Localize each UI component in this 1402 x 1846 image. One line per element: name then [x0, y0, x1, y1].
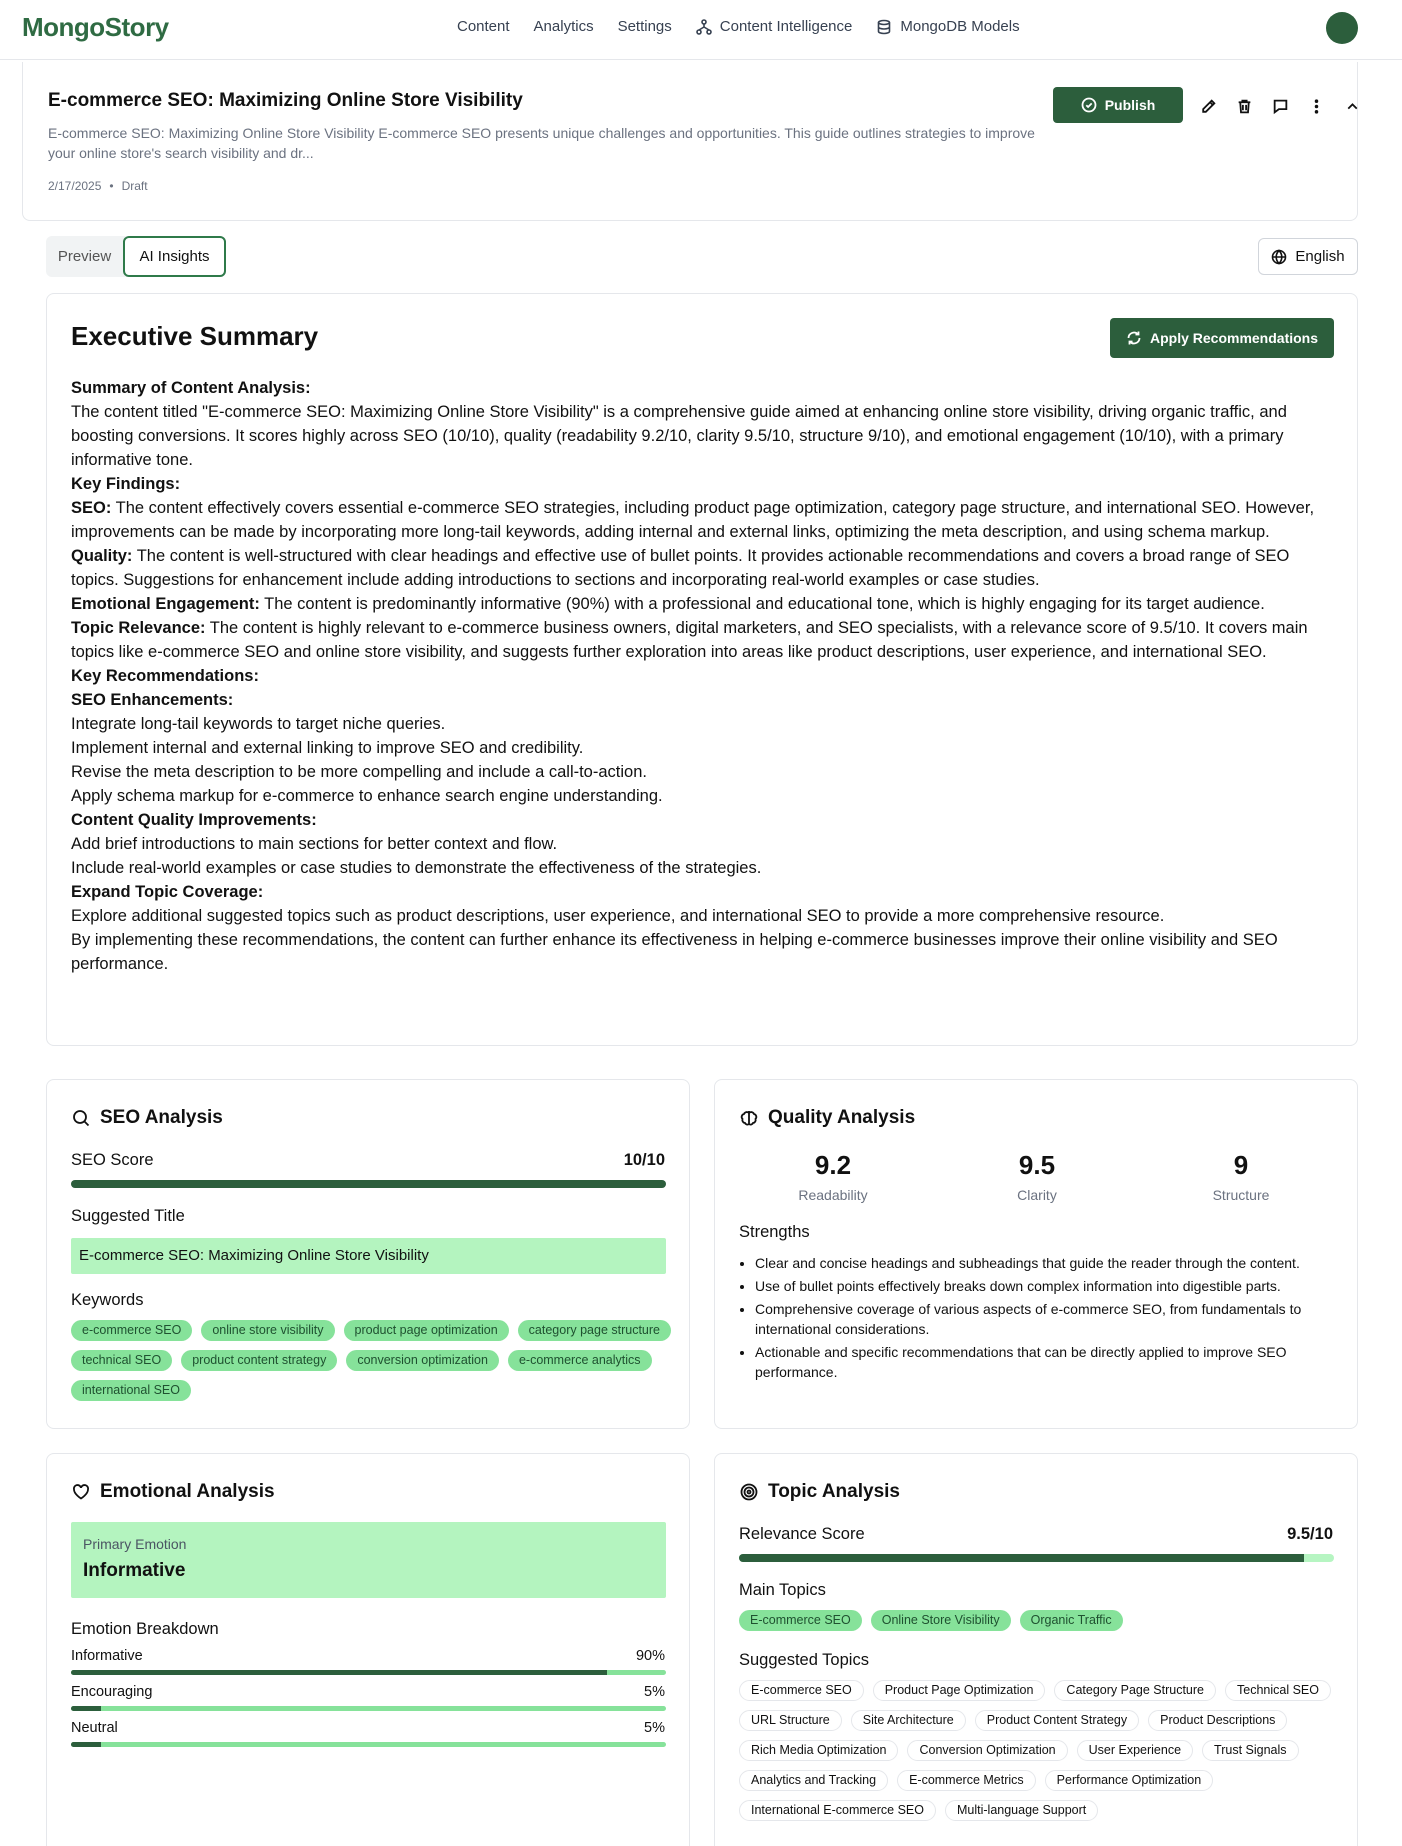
emotion-bar	[71, 1670, 666, 1675]
suggested-topic-chip: Performance Optimization	[1045, 1770, 1214, 1791]
metric-value: 9.5	[1018, 1150, 1056, 1180]
content-meta	[48, 179, 148, 193]
summary-text: The content titled "E-commerce SEO: Maximizing Online Store Visibility" is a comprehensive guide aimed at enhancing online store visibility, driving organic traffic, and boosting conversions. It scores highly across SEO (10/10), quality (readability 9.2/10, clarity 9.5/10, structure 9/10), and emotional engagement (10/10), with a primary informative tone.	[71, 403, 1287, 469]
emotion-bar-fill	[71, 1670, 607, 1675]
quality-analysis-card	[714, 1079, 1358, 1429]
avatar[interactable]	[1326, 12, 1358, 44]
metric-label: Clarity	[1017, 1187, 1057, 1203]
keyword-chip: product content strategy	[181, 1350, 337, 1371]
nav-link-mongodb-models[interactable]	[876, 18, 1019, 35]
nav-link-label: Content Intelligence	[719, 18, 853, 35]
emotion-name: Neutral	[71, 1720, 118, 1736]
check-circle-icon	[1081, 97, 1097, 113]
suggested-topic-chips	[739, 1680, 1339, 1821]
card-title-label: Topic Analysis	[768, 1481, 900, 1502]
expand-topic-heading: Expand Topic Coverage:	[71, 883, 264, 901]
refresh-icon	[1126, 330, 1142, 346]
relevance-score-value: 9.5/10	[1287, 1525, 1333, 1543]
summary-heading: Summary of Content Analysis:	[71, 379, 311, 397]
keyword-chips	[71, 1320, 671, 1401]
main-topic-chips	[739, 1610, 1339, 1631]
finding-label: Topic Relevance:	[71, 619, 206, 637]
globe-icon	[1271, 249, 1287, 265]
tab-ai-insights[interactable]: AI Insights	[123, 236, 226, 277]
finding-emotional	[71, 592, 1339, 616]
emotion-bar	[71, 1742, 666, 1747]
comment-icon[interactable]	[1270, 96, 1290, 116]
main-topic-chip: E-commerce SEO	[739, 1610, 862, 1631]
database-icon	[876, 19, 892, 35]
card-title-label: Emotional Analysis	[100, 1481, 275, 1502]
nav-link-label: MongoDB Models	[900, 18, 1020, 35]
chevron-up-icon[interactable]	[1342, 96, 1362, 116]
suggested-topic-chip: Rich Media Optimization	[739, 1740, 898, 1761]
finding-label: SEO:	[71, 499, 112, 517]
executive-summary-body	[71, 376, 1339, 976]
seo-enhancements-heading: SEO Enhancements:	[71, 691, 234, 709]
quality-analysis-title	[739, 1107, 915, 1129]
primary-emotion-value: Informative	[83, 1560, 186, 1581]
quality-metric-readability	[763, 1150, 903, 1203]
app-logo[interactable]: MongoStory	[22, 12, 169, 42]
tab-preview[interactable]: Preview	[57, 248, 112, 265]
card-title-label: SEO Analysis	[100, 1107, 223, 1128]
card-title-label: Quality Analysis	[768, 1107, 916, 1128]
status-badge: Draft	[121, 179, 148, 193]
executive-summary-card	[46, 293, 1358, 1046]
emotional-analysis-card	[46, 1453, 690, 1846]
meta-separator: •	[109, 179, 114, 193]
publish-button[interactable]	[1053, 87, 1183, 123]
content-quality-heading: Content Quality Improvements:	[71, 811, 317, 829]
recommendation-line: Include real-world examples or case studies to demonstrate the effectiveness of the strategies.	[71, 859, 762, 877]
brain-icon	[739, 1108, 759, 1128]
suggested-topic-chip: Site Architecture	[851, 1710, 966, 1731]
relevance-score-fill	[739, 1554, 1304, 1562]
page-title: E-commerce SEO: Maximizing Online Store Visibility	[48, 90, 523, 111]
relevance-score-label: Relevance Score	[739, 1525, 865, 1543]
edit-icon[interactable]	[1198, 96, 1218, 116]
metric-value: 9	[1233, 1150, 1249, 1180]
nav-links	[457, 18, 1020, 35]
suggested-topic-chip: Product Descriptions	[1148, 1710, 1287, 1731]
keyword-chip: conversion optimization	[346, 1350, 499, 1371]
nav-link-content-intelligence[interactable]	[696, 18, 853, 35]
suggested-topic-chip: E-commerce SEO	[739, 1680, 864, 1701]
finding-text: The content is highly relevant to e-commerce business owners, digital marketers, and SEO specialists, with a relevance score of 9.5/10. It covers main topics like e-commerce SEO and online store visibility, and suggests further exploration into areas like product descriptions, user experience, and international SEO.	[71, 619, 1308, 661]
primary-emotion-label: Primary Emotion	[83, 1536, 187, 1552]
recommendation-line: Implement internal and external linking to improve SEO and credibility.	[71, 739, 584, 757]
emotion-value: 90%	[635, 1648, 665, 1664]
apply-label: Apply Recommendations	[1149, 330, 1319, 346]
seo-score-bar	[71, 1180, 666, 1188]
keyword-chip: international SEO	[71, 1380, 191, 1401]
list-item: • Clear and concise headings and subheadings that guide the reader through the content.	[755, 1253, 1335, 1273]
nav-link-content[interactable]: Content	[457, 18, 510, 35]
suggested-topic-chip: Technical SEO	[1225, 1680, 1331, 1701]
keywords-label: Keywords	[71, 1291, 144, 1309]
finding-topic	[71, 616, 1339, 664]
suggested-topic-chip: Product Content Strategy	[975, 1710, 1139, 1731]
emotion-bar	[71, 1706, 666, 1711]
target-icon	[739, 1482, 759, 1502]
emotion-name: Informative	[71, 1648, 143, 1664]
emotion-bar-fill	[71, 1706, 101, 1711]
recommendation-line: By implementing these recommendations, the content can further enhance its effectiveness in helping e-commerce businesses improve their online visibility and SEO performance.	[71, 931, 1278, 973]
seo-score-label: SEO Score	[71, 1151, 154, 1169]
metric-label: Readability	[798, 1187, 868, 1203]
content-header-card	[22, 62, 1358, 221]
content-description: E-commerce SEO: Maximizing Online Store Visibility E-commerce SEO presents unique challenges and opportunities. This guide outlines strategies to improve your online store's search visibility and dr...	[48, 125, 1035, 161]
view-tabs	[46, 236, 226, 277]
nav-link-settings[interactable]: Settings	[617, 18, 672, 35]
suggested-topic-chip: Analytics and Tracking	[739, 1770, 888, 1791]
suggested-title-value: E-commerce SEO: Maximizing Online Store Visibility	[71, 1238, 666, 1274]
finding-text: The content is well-structured with clear headings and effective use of bullet points. It provides actionable recommendations and covers a broad range of SEO topics. Suggestions for enhancement include adding introductions to sections and incorporating real-world examples or case studies.	[71, 547, 1290, 589]
trash-icon[interactable]	[1234, 96, 1254, 116]
strengths-list	[755, 1253, 1335, 1385]
metric-value: 9.2	[814, 1150, 852, 1180]
recommendation-line: Integrate long-tail keywords to target niche queries.	[71, 715, 446, 733]
key-recommendations-heading: Key Recommendations:	[71, 667, 259, 685]
quality-metric-structure	[1171, 1150, 1311, 1203]
suggested-topic-chip: URL Structure	[739, 1710, 842, 1731]
topic-analysis-title	[739, 1481, 900, 1503]
primary-emotion-box	[71, 1522, 666, 1598]
list-item: • Comprehensive coverage of various aspects of e-commerce SEO, from fundamentals to international considerations.	[755, 1299, 1335, 1339]
suggested-topic-chip: Trust Signals	[1202, 1740, 1298, 1761]
keyword-chip: online store visibility	[201, 1320, 334, 1341]
suggested-topic-chip: Multi-language Support	[945, 1800, 1098, 1821]
strengths-label: Strengths	[739, 1223, 810, 1241]
finding-text: The content effectively covers essential e-commerce SEO strategies, including product page optimization, category page structure, and international SEO. However, improvements can be made by incorporating more long-tail keywords, adding internal and external links, optimizing the meta description, and using schema markup.	[71, 499, 1315, 541]
suggested-topic-chip: Category Page Structure	[1054, 1680, 1216, 1701]
nav-link-analytics[interactable]: Analytics	[533, 18, 594, 35]
finding-label: Quality:	[71, 547, 133, 565]
quality-metric-clarity	[967, 1150, 1107, 1203]
topic-analysis-card	[714, 1453, 1358, 1846]
main-topics-label: Main Topics	[739, 1581, 826, 1599]
language-selector[interactable]	[1258, 238, 1358, 275]
language-label: English	[1295, 248, 1345, 265]
emotion-bar-fill	[71, 1742, 101, 1747]
seo-score-value: 10/10	[623, 1151, 665, 1169]
keyword-chip: e-commerce analytics	[508, 1350, 652, 1371]
keyword-chip: product page optimization	[344, 1320, 509, 1341]
keyword-chip: category page structure	[518, 1320, 671, 1341]
heart-icon	[71, 1482, 91, 1502]
emotion-name: Encouraging	[71, 1684, 153, 1700]
top-nav	[0, 0, 1402, 60]
suggested-topic-chip: E-commerce Metrics	[897, 1770, 1036, 1791]
emotion-value: 5%	[644, 1684, 665, 1700]
finding-label: Emotional Engagement:	[71, 595, 260, 613]
seo-score-fill	[71, 1180, 666, 1188]
seo-analysis-title	[71, 1107, 223, 1129]
keyword-chip: e-commerce SEO	[71, 1320, 192, 1341]
seo-analysis-card	[46, 1079, 690, 1429]
main-topic-chip: Organic Traffic	[1020, 1610, 1123, 1631]
list-item: • Actionable and specific recommendations that can be directly applied to improve SEO performance.	[755, 1342, 1335, 1382]
finding-quality	[71, 544, 1339, 592]
key-findings-heading: Key Findings:	[71, 475, 181, 493]
main-topic-chip: Online Store Visibility	[871, 1610, 1011, 1631]
suggested-topic-chip: Conversion Optimization	[907, 1740, 1067, 1761]
executive-summary-title: Executive Summary	[71, 321, 319, 351]
network-icon	[696, 19, 712, 35]
more-vertical-icon[interactable]	[1306, 96, 1326, 116]
relevance-score-bar	[739, 1554, 1334, 1562]
suggested-topic-chip: Product Page Optimization	[873, 1680, 1046, 1701]
suggested-topic-chip: User Experience	[1077, 1740, 1193, 1761]
suggested-title-label: Suggested Title	[71, 1207, 185, 1225]
metric-label: Structure	[1212, 1187, 1270, 1203]
recommendation-line: Add brief introductions to main sections for better context and flow.	[71, 835, 558, 853]
emotion-value: 5%	[644, 1720, 665, 1736]
search-icon	[71, 1108, 91, 1128]
list-item: • Use of bullet points effectively breaks down complex information into digestible parts.	[755, 1276, 1335, 1296]
emotion-breakdown-label: Emotion Breakdown	[71, 1620, 219, 1638]
content-date: 2/17/2025	[48, 179, 102, 193]
recommendation-line: Apply schema markup for e-commerce to enhance search engine understanding.	[71, 787, 663, 805]
finding-text: The content is predominantly informative (90%) with a professional and educational tone, which is highly engaging for its target audience.	[259, 595, 1265, 613]
finding-seo	[71, 496, 1339, 544]
suggested-topic-chip: International E-commerce SEO	[739, 1800, 936, 1821]
keyword-chip: technical SEO	[71, 1350, 172, 1371]
publish-label: Publish	[1104, 97, 1156, 113]
recommendation-line: Explore additional suggested topics such as product descriptions, user experience, and international SEO to provide a more comprehensive resource.	[71, 907, 1165, 925]
suggested-topics-label: Suggested Topics	[739, 1651, 869, 1669]
recommendation-line: Revise the meta description to be more compelling and include a call-to-action.	[71, 763, 647, 781]
emotional-analysis-title	[71, 1481, 275, 1503]
apply-recommendations-button[interactable]	[1110, 318, 1334, 358]
